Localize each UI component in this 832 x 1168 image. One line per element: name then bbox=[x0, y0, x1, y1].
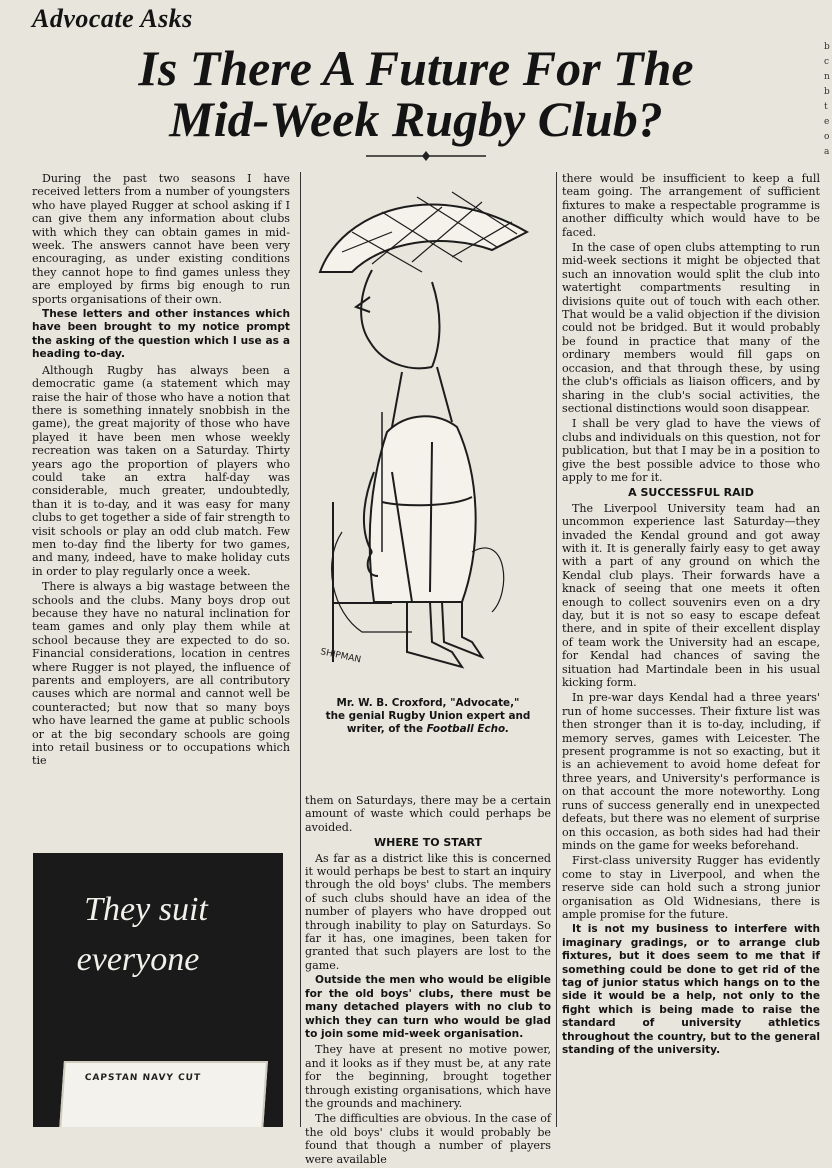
paragraph: The difficulties are obvious. In the case of the old boys' clubs it would probably be found that though a number of players were available bbox=[305, 1112, 551, 1166]
paragraph: It is not my business to interfere with imaginary gradings, or to arrange club fixtures, but it does seem to me that if something could be done to get rid of the tag of junior status which hangs on to the side it would be a help, not only to the fight which is being made to raise the standard of university athletics throughout the country, but to the general standing of the university. bbox=[562, 923, 820, 1056]
illustration-caption bbox=[300, 697, 556, 736]
paragraph: I shall be very glad to have the views of clubs and individuals on this question, not for publication, but that I may be in a position to give the best possible advice to those who apply to me for it. bbox=[562, 417, 820, 484]
article-column-2 bbox=[305, 794, 551, 1168]
headline-line-1: Is There A Future For The bbox=[138, 40, 694, 96]
caption-line-3: writer, of the bbox=[346, 723, 427, 735]
adjacent-column-edge: b c n b t e o a bbox=[824, 42, 830, 157]
cigarette-pack bbox=[58, 1061, 268, 1127]
article-column-1 bbox=[32, 172, 290, 770]
caption-line-1: Mr. W. B. Croxford, "Advocate," bbox=[336, 697, 520, 709]
paragraph: These letters and other instances which have been brought to my notice prompt the asking of the question which I use as a heading to-day. bbox=[32, 308, 290, 361]
caption-publication: Football Echo. bbox=[426, 723, 510, 735]
ad-slogan-line-2: everyone bbox=[76, 941, 200, 978]
paragraph: During the past two seasons I have received letters from a number of youngsters who have played Rugger at school asking if I can give them any information about clubs with which they can obtain games in mid-week. The answers cannot have been very encouraging, as under existing conditions they cannot hope to find games unless they are employed by firms big enough to run sports organisations of their own. bbox=[32, 172, 290, 306]
paragraph: them on Saturdays, there may be a certain amount of waste which could perhaps be avoided. bbox=[305, 794, 551, 834]
paragraph: there would be insufficient to keep a full team going. The arrangement of sufficient fixtures to make a respectable programme is another difficulty which would have to be faced. bbox=[562, 172, 820, 239]
paragraph: The Liverpool University team had an uncommon experience last Saturday—they invaded the Kendal ground and got away with it. It is generally fairly easy to get away with a part of any ground on which the Kendal club plays. Their forwards have a knack of seeing that one meets it often enough to collect souvenirs even on a dry day, but it is not so easy to escape defeat there, and in spite of their excellent display of team work the University had an escape, for Kendal had chances of saving the situation had Martindale been in his usual kicking form. bbox=[562, 501, 820, 690]
ornament-rule bbox=[366, 150, 486, 162]
headline-line-2: Mid-Week Rugby Club? bbox=[169, 91, 663, 147]
caption-line-2: the genial Rugby Union expert and bbox=[325, 710, 531, 722]
paragraph: Although Rugby has always been a democratic game (a statement which may raise the hair of those who have a notion that there is something innately snobbish in the game), the great majority of those who have played it have been men whose weekly recreation was taken on a Saturday. Thirty years ago the proportion of players who could take an extra half-day was considerable, much greater, undoubtedly, than it is to-day, and it was easy for many clubs to get together a side of fair strength to visit schools or play an odd club match. Few men to-day find the liberty for two games, and many, indeed, have to make holiday cuts in order to play regularly once a week. bbox=[32, 363, 290, 578]
caricature-illustration bbox=[312, 172, 542, 692]
svg-text:SHIPMAN: SHIPMAN bbox=[319, 647, 362, 666]
subhead: WHERE TO START bbox=[374, 836, 482, 850]
pack-label: CAPSTAN NAVY CUT bbox=[84, 1073, 202, 1083]
paragraph: There is always a big wastage between the schools and the clubs. Many boys drop out because they have no natural inclination for team games and only play them while at school because they are expected to do so. Financial considerations, location in centres where Rugger is not played, the influence of parents and employers, are all contributory causes which are normal and cannot well be counteracted; but now that so many boys who have learned the game at public schools or at the big secondary schools are going into retail business or to occupations which tie bbox=[32, 580, 290, 768]
paragraph: In the case of open clubs attempting to run mid-week sections it might be objected that such an innovation would split the club into watertight compartments resulting in divisions quite out of touch with each other. That would be a valid objection if the division could not be bridged. But it would probably be found in practice that many of the ordinary members would fill gaps on occasion, and that through these, by using the club's officials as liaison officers, and by sharing in the club's social activities, the sectional distinctions would soon disappear. bbox=[562, 241, 820, 415]
ad-slogan-line-1: They suit bbox=[84, 891, 208, 928]
column-rule-right bbox=[556, 172, 557, 1127]
cigarette-advertisement bbox=[33, 853, 283, 1127]
paragraph: In pre-war days Kendal had a three years' run of home successes. Their fixture list was then stronger than it is to-day, including, if memory serves, games with Leicester. The present programme is not so exacting, but it is an achievement to avoid home defeat for three years, and University's performance is on that account the more noteworthy. Long runs of success generally end in unexpected defeats, but there was no element of surprise on this occasion, as both sides had had their minds on the game for weeks beforehand. bbox=[562, 691, 820, 852]
paragraph: First-class university Rugger has evidently come to stay in Liverpool, and when the reserve side can hold such a strong junior organisation as Old Widnesians, there is ample promise for the future. bbox=[562, 854, 820, 921]
paragraph: As far as a district like this is concerned it would perhaps be best to start an inquiry through the old boys' clubs. The members of such clubs should have an idea of the number of players who have dropped out through inability to play on Saturdays. So far it has, one imagines, been taken for granted that such players are lost to the game. bbox=[305, 851, 551, 972]
subhead: A SUCCESSFUL RAID bbox=[628, 486, 754, 500]
kicker: Advocate Asks bbox=[32, 4, 193, 33]
paragraph: They have at present no motive power, and it looks as if they must be, at any rate for the beginning, brought together through existing organisations, which have the grounds and machinery. bbox=[305, 1043, 551, 1110]
article-column-3 bbox=[562, 172, 820, 1059]
column-rule-left bbox=[300, 172, 301, 1127]
paragraph: Outside the men who would be eligible for the old boys' clubs, there must be many detached players with no club to which they can turn who would be glad to join some mid-week organisation. bbox=[305, 974, 551, 1040]
